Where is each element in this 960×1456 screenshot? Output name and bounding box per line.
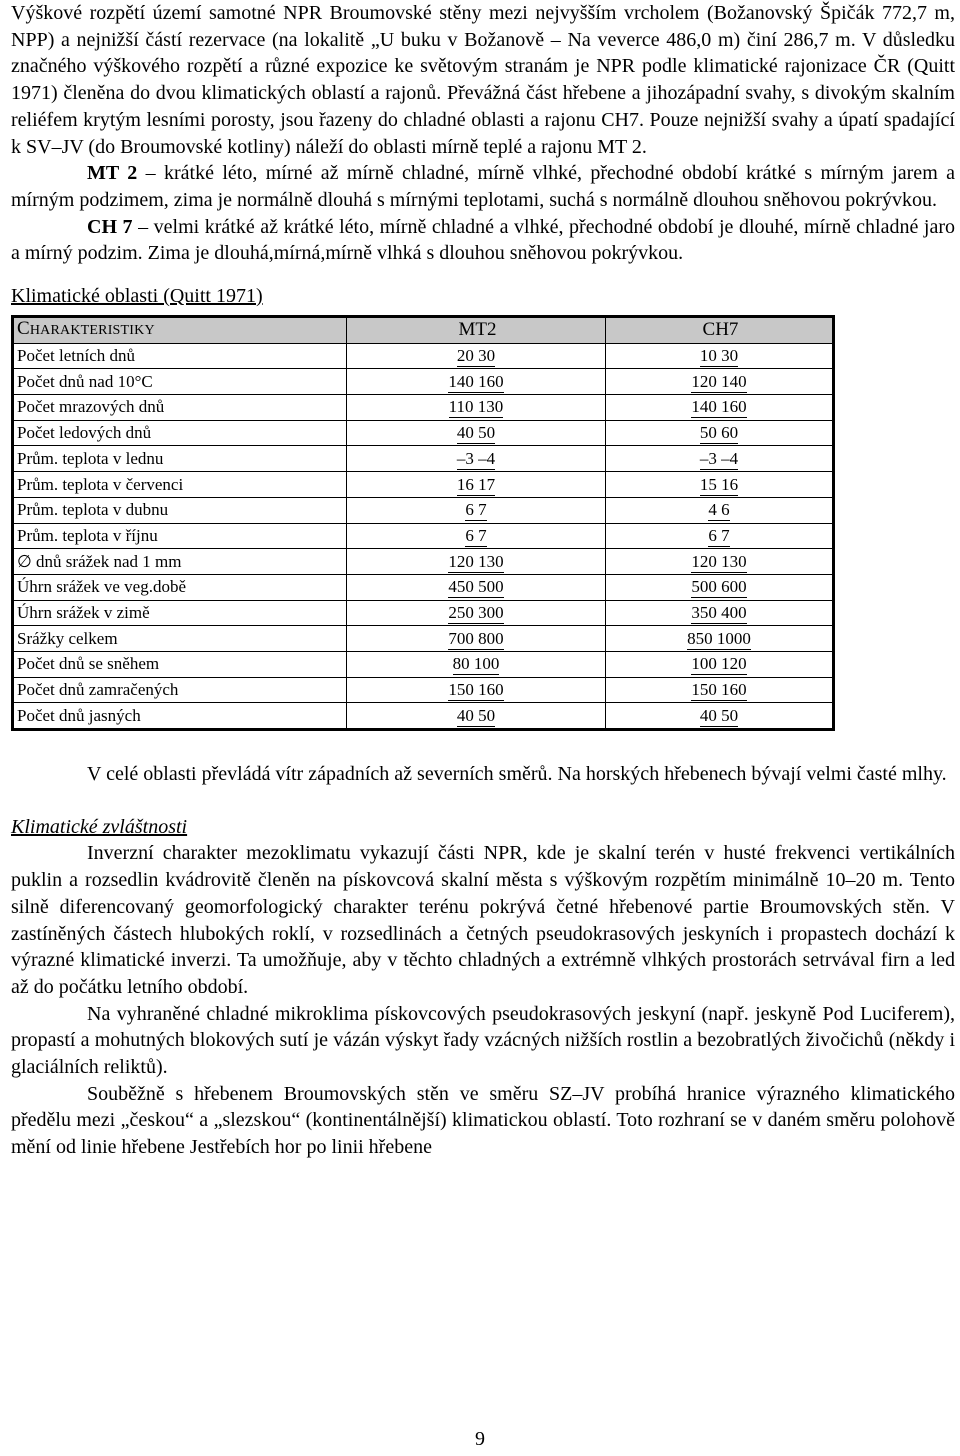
table-row [13,549,834,575]
table-row [13,343,834,369]
definition-ch7 [11,214,955,267]
row-value-mt2: 6 7 [347,497,606,523]
table-row [13,600,834,626]
row-value-mt2: 120 130 [347,549,606,575]
table-row [13,472,834,498]
section-paragraph: Na vyhraněné chladné mikroklima pískovcových pseudokrasových jeskyní (např. jeskyně Pod Luciferem), propastí a mohutných blokových sutí je vázán výskyt řady vzácných nižších rostlin a bezobratlých živočichů (někdy i glaciálních reliktů). [11,1002,955,1079]
row-value-mt2: 6 7 [347,523,606,549]
row-value-ch7: 850 1000 [605,626,833,652]
climate-table [11,315,835,731]
row-label: Počet dnů zamračených [13,677,347,703]
row-value-ch7: 120 140 [605,369,833,395]
row-value-ch7: 350 400 [605,600,833,626]
row-label: Prům. teplota v červenci [13,472,347,498]
row-value-ch7: 15 16 [605,472,833,498]
row-label: Počet ledových dnů [13,420,347,446]
row-label: Prům. teplota v dubnu [13,497,347,523]
table-row [13,703,834,730]
table-row [13,651,834,677]
definition-term: MT 2 [87,162,138,185]
row-label: Počet dnů se sněhem [13,651,347,677]
row-value-mt2: 250 300 [347,600,606,626]
row-value-mt2: 20 30 [347,343,606,369]
definition-text: – velmi krátké až krátké léto, mírně chladné a vlhké, přechodné období je dlouhé, mírně chladné jaro a mírný podzim. Zima je dlouhá,mírná,mírně vlhká s dlouhou sněhovou pokrývkou. [11,215,956,265]
row-value-mt2: 700 800 [347,626,606,652]
page-number: 9 [475,1428,485,1450]
row-value-ch7: 4 6 [605,497,833,523]
row-label: Prům. teplota v říjnu [13,523,347,549]
row-label: Úhrn srážek ve veg.době [13,574,347,600]
row-label: ∅ dnů srážek nad 1 mm [13,549,347,575]
section-paragraph: Souběžně s hřebenem Broumovských stěn ve směru SZ–JV probíhá hranice výrazného klimatického předělu mezi „českou“ a „slezskou“ (kontinentálnější) klimatickou oblastí. Toto rozhraní se v daném směru polohově mění od linie hřebene Jestřebích hor po linii hřebene [11,1082,955,1159]
header-ch7: CH7 [605,317,833,344]
definition-text: – krátké léto, mírné až mírně chladné, mírně vlhké, přechodné období krátké s mírným jarem a mírným podzimem, zima je normálně dlouhá s mírnými teplotami, suchá s normálně dlouhou sněhovou pokrývkou. [11,162,956,211]
row-value-mt2: 40 50 [347,703,606,730]
row-label: Počet letních dnů [13,343,347,369]
header-mt2: MT2 [347,317,606,344]
row-value-mt2: 40 50 [347,420,606,446]
table-row [13,574,834,600]
definition-term: CH 7 [87,215,133,238]
row-value-mt2: 110 130 [347,395,606,421]
row-value-ch7: –3 –4 [605,446,833,472]
wind-paragraph: V celé oblasti převládá vítr západních až severních směrů. Na horských hřebenech bývají velmi časté mlhy. [87,763,947,786]
table-row [13,626,834,652]
table-row [13,677,834,703]
definition-mt2 [11,160,955,213]
row-label: Počet dnů nad 10°C [13,369,347,395]
row-value-ch7: 40 50 [605,703,833,730]
row-label: Srážky celkem [13,626,347,652]
table-row [13,446,834,472]
section-paragraph: Inverzní charakter mezoklimatu vykazují části NPR, kde je skalní terén v husté frekvenci vertikálních puklin a rozsedlin kvádrovitě členěn na pískovcová skalní města s výškovým rozpětím minimálně 10–20 m. Tento silně diferencovaný geomorfologický charakter terénu pokrývá četné hřebenové partie Broumovských stěn. V zastíněných částech hlubokých roklí, v rozsedlinách a četných pseudokrasových jeskyních i propastech dochází k výrazné klimatické inverzi. Ta umožňuje, aby v těchto chladných a extrémně vlhkých prostorách setrvával firn a led až do počátku letního období. [11,842,955,998]
row-value-ch7: 50 60 [605,420,833,446]
row-value-ch7: 10 30 [605,343,833,369]
row-label: Počet mrazových dnů [13,395,347,421]
row-value-ch7: 150 160 [605,677,833,703]
row-value-ch7: 140 160 [605,395,833,421]
row-value-mt2: 16 17 [347,472,606,498]
intro-paragraph: Výškové rozpětí území samotné NPR Broumovské stěny mezi nejvyšším vrcholem (Božanovský Špičák 772,7 m, NPP) a nejnižší částí rezervace (na lokalitě „U buku v Božanově – Na veverce 486,0 m) činí 286,7 m. V důsledku značného výškového rozpětí a různé expozice ke světovým stranám je NPR podle klimatické rajonizace ČR (Quitt 1971) členěna do dvou klimatických oblastí a rajonů. Převážná část hřebene a jihozápadní svahy, s divokým skalním reliéfem krytým lesními porosty, jsou řazeny do chladné oblasti a rajonu CH7. Pouze nejnižší svahy a úpatí spadající k SV–JV (do Broumovské kotliny) náleží do oblasti mírně teplé a rajonu MT 2. [11,2,955,158]
section-heading: Klimatické zvláštnosti [11,815,188,838]
table-header-row [13,317,834,344]
table-row [13,395,834,421]
row-label: Úhrn srážek v zimě [13,600,347,626]
header-characteristics: CHARAKTERISTIKY [13,317,347,344]
row-value-ch7: 120 130 [605,549,833,575]
row-label: Počet dnů jasných [13,703,347,730]
row-value-mt2: 140 160 [347,369,606,395]
row-value-ch7: 500 600 [605,574,833,600]
row-value-ch7: 6 7 [605,523,833,549]
row-value-mt2: –3 –4 [347,446,606,472]
table-row [13,420,834,446]
row-value-mt2: 450 500 [347,574,606,600]
table-title: Klimatické oblasti (Quitt 1971) [11,285,263,308]
row-label: Prům. teplota v lednu [13,446,347,472]
table-row [13,497,834,523]
table-row [13,369,834,395]
table-row [13,523,834,549]
row-value-ch7: 100 120 [605,651,833,677]
row-value-mt2: 80 100 [347,651,606,677]
document-page [11,0,955,1161]
row-value-mt2: 150 160 [347,677,606,703]
